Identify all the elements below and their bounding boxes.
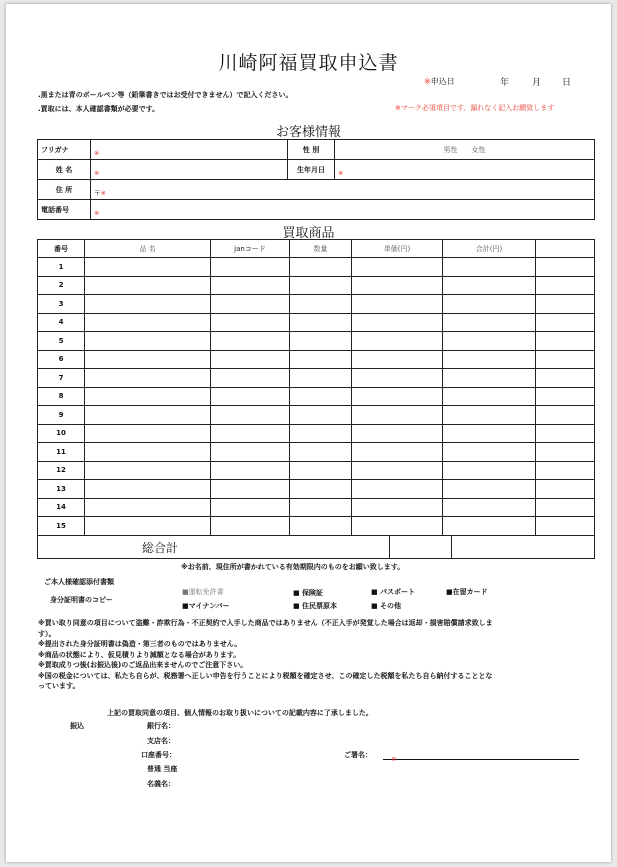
- product-cell[interactable]: [536, 369, 595, 388]
- gender-options[interactable]: 男性 女性: [335, 140, 595, 160]
- name-label: 姓 名: [38, 160, 91, 180]
- products-table: [37, 239, 595, 536]
- row-number: 4: [38, 313, 85, 332]
- product-cell[interactable]: [443, 517, 536, 536]
- row-number: 1: [38, 258, 85, 277]
- product-cell[interactable]: [536, 424, 595, 443]
- product-row: [38, 258, 595, 277]
- product-row: [38, 406, 595, 425]
- required-mark: ※: [424, 77, 431, 86]
- account-number-label[interactable]: 口座番号：: [141, 751, 176, 759]
- branch-name-label[interactable]: 支店名：: [147, 737, 175, 745]
- id-docs-note: ※お名前、現住所が書かれている有効期限内のものをお願い致します。: [181, 563, 405, 571]
- birthdate-label: 生年月日: [288, 160, 335, 180]
- products-section-heading: 買取商品: [282, 226, 335, 241]
- instruction-pen: .黒または青のボールペン等（鉛筆書きではお受付できません）で記入ください。: [38, 91, 293, 99]
- row-number: 3: [38, 295, 85, 314]
- product-cell[interactable]: [536, 276, 595, 295]
- product-cell[interactable]: [443, 461, 536, 480]
- birthdate-field[interactable]: [335, 160, 595, 180]
- product-cell[interactable]: [536, 498, 595, 517]
- instruction-id: .買取には、本人確認書類が必要です。: [38, 105, 160, 113]
- col-jan-code: janコード: [211, 240, 290, 258]
- product-cell[interactable]: [536, 295, 595, 314]
- date-day: 日: [562, 78, 572, 88]
- name-field[interactable]: [91, 160, 288, 180]
- product-cell[interactable]: [85, 498, 211, 517]
- product-cell[interactable]: [85, 295, 211, 314]
- note-line: ※商品の状態により、仮見積りより減額となる場合があります。: [38, 650, 241, 659]
- option-drivers-license[interactable]: ■運転免許書: [182, 588, 224, 596]
- product-row: [38, 369, 595, 388]
- customer-section-heading: お客様情報: [275, 125, 341, 140]
- product-cell[interactable]: [211, 443, 290, 462]
- row-number: 2: [38, 276, 85, 295]
- col-unit-price: 単価(円): [352, 240, 443, 258]
- product-cell[interactable]: [443, 350, 536, 369]
- account-type-label[interactable]: 普通 当座: [147, 765, 178, 773]
- phone-field[interactable]: [91, 200, 595, 220]
- date-month: 月: [532, 78, 542, 88]
- product-cell[interactable]: [85, 332, 211, 351]
- note-line: ※買い取り同意の項目について盗難・詐欺行為・不正契約で入手した商品ではありません（不正入手が発覚した場合は返却・損害賠償請求致しま: [38, 619, 493, 627]
- row-number: 7: [38, 369, 85, 388]
- form-title: 川崎阿福買取申込書: [218, 52, 399, 74]
- product-cell[interactable]: [211, 332, 290, 351]
- product-cell[interactable]: [211, 406, 290, 425]
- product-cell[interactable]: [352, 424, 443, 443]
- product-cell[interactable]: [443, 443, 536, 462]
- product-cell[interactable]: [352, 461, 443, 480]
- product-cell[interactable]: [290, 276, 352, 295]
- product-cell[interactable]: [352, 406, 443, 425]
- furigana-field[interactable]: [91, 140, 288, 160]
- product-cell[interactable]: [536, 443, 595, 462]
- id-copy-label: 身分証明書のコピー: [50, 596, 113, 604]
- option-residence-card[interactable]: ■在留カード: [446, 588, 488, 596]
- product-cell[interactable]: [352, 517, 443, 536]
- product-cell[interactable]: [352, 443, 443, 462]
- note-line: ※買取成りつ後(お振込後)のご返品出来ませんのでご注意下さい。: [38, 661, 248, 669]
- required-note: ※マーク必須項目です、漏れなく記入お願致します: [395, 104, 555, 112]
- application-date: [424, 76, 455, 87]
- required-mark: ※: [94, 149, 100, 157]
- date-year: 年: [500, 78, 510, 88]
- product-cell[interactable]: [85, 480, 211, 499]
- product-cell[interactable]: [211, 276, 290, 295]
- product-row: [38, 424, 595, 443]
- product-cell[interactable]: [211, 480, 290, 499]
- product-cell[interactable]: [211, 498, 290, 517]
- customer-info-table: [37, 139, 595, 220]
- product-cell[interactable]: [290, 406, 352, 425]
- agreement-text: 上記の買取同意の項目、個人情報のお取り扱いについての記載内容に了承しました。: [107, 709, 373, 717]
- transfer-label: 振込: [70, 722, 84, 730]
- option-resident-record[interactable]: ■ 住民票原本: [293, 602, 338, 610]
- product-cell[interactable]: [85, 406, 211, 425]
- product-cell[interactable]: [352, 369, 443, 388]
- product-cell[interactable]: [352, 480, 443, 499]
- product-cell[interactable]: [443, 406, 536, 425]
- grand-total-label: 総合計: [38, 536, 390, 559]
- row-number: 12: [38, 461, 85, 480]
- grand-total-amount[interactable]: [452, 536, 595, 559]
- grand-total-quantity[interactable]: [390, 536, 452, 559]
- product-row: [38, 517, 595, 536]
- product-cell[interactable]: [211, 258, 290, 277]
- product-cell[interactable]: [85, 517, 211, 536]
- note-line: ※国の税金については、私たち自らが、税務署へ正しい申告を行うことにより税額を確定させ、この確定した税額を私たち自ら納付することとな: [38, 671, 493, 680]
- required-mark: ※: [100, 189, 106, 197]
- product-cell[interactable]: [536, 406, 595, 425]
- product-cell[interactable]: [290, 443, 352, 462]
- product-cell[interactable]: [85, 350, 211, 369]
- col-subtotal: 合計(円): [443, 240, 536, 258]
- note-line: ※提出された身分証明書は偽造・第三者のものではありません。: [38, 640, 242, 648]
- product-cell[interactable]: [443, 369, 536, 388]
- product-cell[interactable]: [352, 387, 443, 406]
- address-label: 住 所: [38, 180, 91, 200]
- product-row: [38, 332, 595, 351]
- product-row: [38, 387, 595, 406]
- product-cell[interactable]: [85, 443, 211, 462]
- product-cell[interactable]: [290, 332, 352, 351]
- note-line: っています。: [38, 682, 80, 690]
- id-docs-label: ご本人様確認添付書類: [44, 578, 114, 586]
- product-cell[interactable]: [211, 461, 290, 480]
- option-passport[interactable]: ■ パスポート: [371, 588, 416, 596]
- col-item-name: 品 名: [85, 240, 211, 258]
- required-mark: ※: [338, 169, 344, 177]
- option-health-insurance[interactable]: ■ 保険証: [293, 589, 324, 597]
- product-cell[interactable]: [352, 258, 443, 277]
- product-cell[interactable]: [443, 387, 536, 406]
- product-cell[interactable]: [290, 387, 352, 406]
- product-cell[interactable]: [290, 295, 352, 314]
- account-holder-label[interactable]: 名義名：: [147, 780, 175, 788]
- row-number: 13: [38, 480, 85, 499]
- col-quantity: 数量: [290, 240, 352, 258]
- product-cell[interactable]: [290, 461, 352, 480]
- product-cell[interactable]: [85, 387, 211, 406]
- row-number: 9: [38, 406, 85, 425]
- product-cell[interactable]: [290, 350, 352, 369]
- product-cell[interactable]: [536, 313, 595, 332]
- row-number: 11: [38, 443, 85, 462]
- furigana-label: フリガナ: [38, 140, 91, 160]
- product-cell[interactable]: [352, 332, 443, 351]
- required-mark: ※: [391, 755, 397, 763]
- product-cell[interactable]: [290, 498, 352, 517]
- product-cell[interactable]: [536, 387, 595, 406]
- row-number: 10: [38, 424, 85, 443]
- product-cell[interactable]: [352, 295, 443, 314]
- signature-field[interactable]: [383, 746, 579, 763]
- product-cell[interactable]: [290, 517, 352, 536]
- product-cell[interactable]: [290, 369, 352, 388]
- product-cell[interactable]: [352, 276, 443, 295]
- product-cell[interactable]: [536, 332, 595, 351]
- product-cell[interactable]: [85, 313, 211, 332]
- product-cell[interactable]: [536, 350, 595, 369]
- required-mark: ※: [94, 169, 100, 177]
- product-cell[interactable]: [536, 517, 595, 536]
- product-row: [38, 276, 595, 295]
- product-row: [38, 461, 595, 480]
- phone-label: 電話番号: [38, 200, 91, 220]
- product-cell[interactable]: [211, 350, 290, 369]
- product-cell[interactable]: [443, 295, 536, 314]
- product-row: [38, 443, 595, 462]
- product-cell[interactable]: [290, 313, 352, 332]
- product-cell[interactable]: [352, 313, 443, 332]
- col-number: 番号: [38, 240, 85, 258]
- total-table: [37, 535, 595, 559]
- row-number: 14: [38, 498, 85, 517]
- product-cell[interactable]: [443, 424, 536, 443]
- product-cell[interactable]: [290, 480, 352, 499]
- application-form-page: [6, 4, 611, 862]
- product-cell[interactable]: [211, 424, 290, 443]
- terms-notes: [38, 618, 493, 692]
- product-cell[interactable]: [443, 276, 536, 295]
- note-line: す）。: [38, 629, 56, 638]
- products-header-row: [38, 240, 595, 258]
- product-cell[interactable]: [85, 424, 211, 443]
- product-cell[interactable]: [290, 424, 352, 443]
- product-cell[interactable]: [211, 517, 290, 536]
- option-my-number[interactable]: ■マイナンバー: [182, 602, 230, 610]
- signature-label: ご署名：: [344, 751, 372, 759]
- product-cell[interactable]: [443, 313, 536, 332]
- address-field[interactable]: [91, 180, 595, 200]
- product-cell[interactable]: [85, 461, 211, 480]
- product-row: [38, 313, 595, 332]
- product-cell[interactable]: [352, 498, 443, 517]
- row-number: 6: [38, 350, 85, 369]
- bank-name-label[interactable]: 銀行名：: [147, 722, 175, 730]
- product-cell[interactable]: [85, 369, 211, 388]
- product-row: [38, 350, 595, 369]
- row-number: 8: [38, 387, 85, 406]
- product-cell[interactable]: [443, 258, 536, 277]
- col-extra: [536, 240, 595, 258]
- required-mark: ※: [94, 209, 100, 217]
- date-label: 申込日: [430, 77, 455, 86]
- product-cell[interactable]: [536, 258, 595, 277]
- row-number: 5: [38, 332, 85, 351]
- product-cell[interactable]: [85, 276, 211, 295]
- product-row: [38, 480, 595, 499]
- product-cell[interactable]: [443, 480, 536, 499]
- gender-label: 性 別: [288, 140, 335, 160]
- product-row: [38, 295, 595, 314]
- product-cell[interactable]: [536, 480, 595, 499]
- product-cell[interactable]: [211, 313, 290, 332]
- option-other[interactable]: ■ その他: [371, 602, 402, 610]
- product-cell[interactable]: [211, 387, 290, 406]
- product-cell[interactable]: [443, 332, 536, 351]
- product-cell[interactable]: [443, 498, 536, 517]
- product-row: [38, 498, 595, 517]
- product-cell[interactable]: [536, 461, 595, 480]
- row-number: 15: [38, 517, 85, 536]
- product-cell[interactable]: [352, 350, 443, 369]
- product-cell[interactable]: [85, 258, 211, 277]
- product-cell[interactable]: [211, 295, 290, 314]
- product-cell[interactable]: [211, 369, 290, 388]
- postal-mark: 〒: [94, 189, 101, 197]
- product-cell[interactable]: [290, 258, 352, 277]
